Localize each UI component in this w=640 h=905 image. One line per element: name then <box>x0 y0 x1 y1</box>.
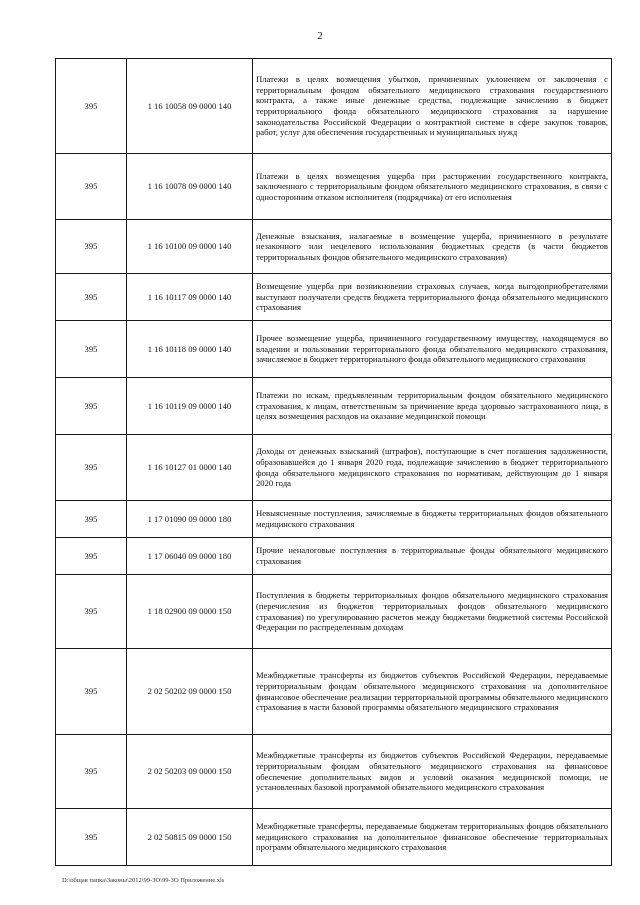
description-cell: Возмещение ущерба при возникновении страховых случаев, когда выгодоприобретателями выступают получатели средств бюджета территориального фонда обязательного медицинского страхования <box>253 274 612 321</box>
table-row <box>56 59 612 154</box>
description-cell: Невыясненные поступления, зачисляемые в бюджеты территориальных фондов обязательного медицинского страхования <box>253 501 612 538</box>
admin-code-cell: 395 <box>56 649 127 735</box>
budget-code-cell: 2 02 50815 09 0000 150 <box>127 809 253 866</box>
admin-code-cell: 395 <box>56 59 127 154</box>
admin-code-cell: 395 <box>56 575 127 649</box>
admin-code-cell: 395 <box>56 501 127 538</box>
table-row <box>56 378 612 435</box>
table-row <box>56 501 612 538</box>
table-row <box>56 538 612 575</box>
admin-code-cell: 395 <box>56 435 127 501</box>
table-row <box>56 649 612 735</box>
file-path-footer: D:\общая папка\Законы\2012\99-ЗО\99-ЗО Приложение.xls <box>62 877 225 884</box>
budget-code-cell: 2 02 50202 09 0000 150 <box>127 649 253 735</box>
description-cell: Платежи в целях возмещения убытков, причиненных уклонением от заключения с территориальным фондом обязательного медицинского страхования государственного контракта, а также иные денежные средства, подлежащие зачислению в бюджет территориального фонда обязательного медицинского страхования за нарушение законодательства Российской Федерации о контрактной системе в сфере закупок товаров, работ, услуг для обеспечения государственных и муниципальных нужд <box>253 59 612 154</box>
table-row <box>56 321 612 378</box>
budget-code-cell: 1 16 10078 09 0000 140 <box>127 154 253 220</box>
description-cell: Межбюджетные трансферты из бюджетов субъектов Российской Федерации, передаваемые территориальным фондам обязательного медицинского страхования на дополнительное финансовое обеспечение реализации территориальной программы обязательного медицинского страхования в части базовой программы обязательного медицинского страхования <box>253 649 612 735</box>
budget-code-cell: 1 16 10100 09 0000 140 <box>127 220 253 274</box>
budget-code-cell: 1 18 02900 09 0000 150 <box>127 575 253 649</box>
table-row <box>56 435 612 501</box>
admin-code-cell: 395 <box>56 321 127 378</box>
budget-code-cell: 1 16 10118 09 0000 140 <box>127 321 253 378</box>
description-cell: Прочее возмещение ущерба, причиненного государственному имуществу, находящемуся во владении и пользовании территориального фонда обязательного медицинского страхования, зачисляемое в бюджет территориального фонда обязательного медицинского страхования <box>253 321 612 378</box>
page-number: 2 <box>317 30 323 42</box>
description-cell: Доходы от денежных взысканий (штрафов), поступающие в счет погашения задолженности, образовавшейся до 1 января 2020 года, подлежащие зачислению в бюджет территориального фонда обязательного медицинского страхования по нормативам, действующим до 1 января 2020 года <box>253 435 612 501</box>
admin-code-cell: 395 <box>56 378 127 435</box>
admin-code-cell: 395 <box>56 809 127 866</box>
table-row <box>56 220 612 274</box>
description-cell: Прочие неналоговые поступления в территориальные фонды обязательного медицинского страхования <box>253 538 612 575</box>
table-row <box>56 154 612 220</box>
description-cell: Поступления в бюджеты территориальных фондов обязательного медицинского страхования (перечисления из бюджетов территориальных фондов обязательного медицинского страхования) по урегулированию расчетов между бюджетами бюджетной системы Российской Федерации по распределенным доходам <box>253 575 612 649</box>
budget-code-cell: 1 17 01090 09 0000 180 <box>127 501 253 538</box>
budget-code-cell: 1 17 06040 09 0000 180 <box>127 538 253 575</box>
admin-code-cell: 395 <box>56 538 127 575</box>
admin-code-cell: 395 <box>56 274 127 321</box>
budget-code-cell: 2 02 50203 09 0000 150 <box>127 735 253 809</box>
table-row <box>56 575 612 649</box>
description-cell: Межбюджетные трансферты, передаваемые бюджетам территориальных фондов обязательного медицинского страхования на дополнительное финансовое обеспечение территориальных программ обязательного медицинского страхования <box>253 809 612 866</box>
table-row <box>56 274 612 321</box>
budget-code-cell: 1 16 10127 01 0000 140 <box>127 435 253 501</box>
table-row <box>56 735 612 809</box>
budget-code-cell: 1 16 10117 09 0000 140 <box>127 274 253 321</box>
budget-code-cell: 1 16 10119 09 0000 140 <box>127 378 253 435</box>
admin-code-cell: 395 <box>56 220 127 274</box>
description-cell: Платежи в целях возмещения ущерба при расторжении государственного контракта, заключенного с территориальным фондом обязательного медицинского страхования, в связи с односторонним отказом исполнителя (подрядчика) от его исполнения <box>253 154 612 220</box>
description-cell: Платежи по искам, предъявленным территориальным фондом обязательного медицинского страхования, к лицам, ответственным за причинение вреда здоровью застрахованного лица, в целях возмещения расходов на оказание медицинской помощи <box>253 378 612 435</box>
description-cell: Денежные взыскания, налагаемые в возмещение ущерба, причиненного в результате незаконного или нецелевого использования бюджетных средств (в части бюджетов территориальных фондов обязательного медицинского страхования) <box>253 220 612 274</box>
table-row <box>56 809 612 866</box>
budget-code-cell: 1 16 10058 09 0000 140 <box>127 59 253 154</box>
description-cell: Межбюджетные трансферты из бюджетов субъектов Российской Федерации, передаваемые территориальным фондам обязательного медицинского страхования на финансовое обеспечение дополнительных видов и условий оказания медицинской помощи, не установленных базовой программой обязательного медицинского страхования <box>253 735 612 809</box>
admin-code-cell: 395 <box>56 735 127 809</box>
revenue-codes-table <box>55 58 612 866</box>
admin-code-cell: 395 <box>56 154 127 220</box>
